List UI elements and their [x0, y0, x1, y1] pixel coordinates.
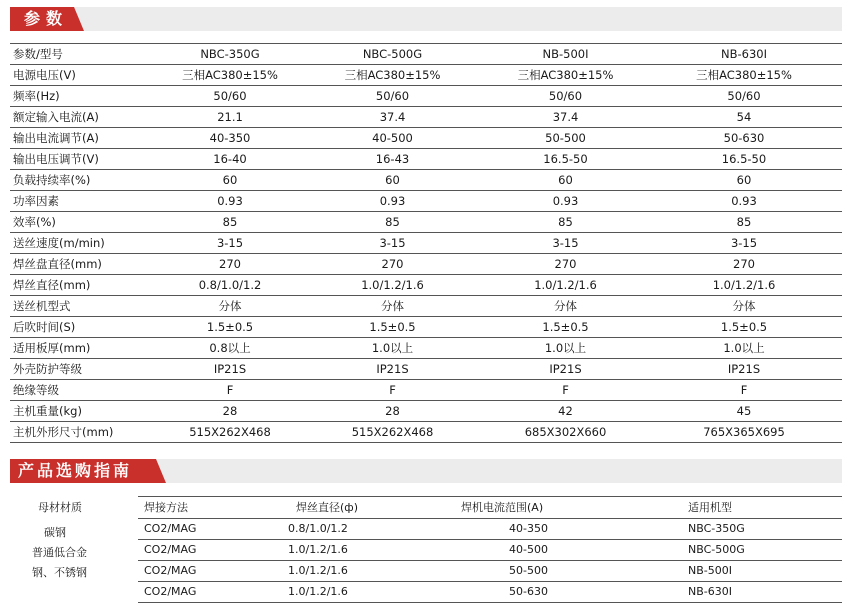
model-cell: NBC-350G: [656, 519, 842, 540]
param-value: 42: [485, 401, 646, 422]
param-value: 1.5±0.5: [646, 317, 842, 338]
params-row: [10, 401, 842, 422]
model-cell: NB-630I: [656, 582, 842, 603]
tag-corner: [74, 7, 84, 31]
params-row: [10, 359, 842, 380]
param-value: 分体: [160, 296, 300, 317]
param-value: 0.93: [646, 191, 842, 212]
params-row: [10, 338, 842, 359]
param-value: 16-43: [300, 149, 485, 170]
param-value: IP21S: [300, 359, 485, 380]
current-cell: 50-500: [459, 561, 656, 582]
param-value: 54: [646, 107, 842, 128]
wire-cell: 0.8/1.0/1.2: [286, 519, 459, 540]
model-cell: NB-500I: [656, 561, 842, 582]
param-value: 16-40: [160, 149, 300, 170]
param-value: 0.8以上: [160, 338, 300, 359]
param-label: 外壳防护等级: [10, 359, 160, 380]
param-value: 40-350: [160, 128, 300, 149]
param-label: 送丝机型式: [10, 296, 160, 317]
params-row: [10, 86, 842, 107]
method-cell: CO2/MAG: [138, 540, 286, 561]
material-line: 钢、不锈钢: [32, 565, 87, 579]
param-value: 515X262X468: [300, 422, 485, 443]
model-header-cell: NB-630I: [646, 44, 842, 65]
model-header-cell: NBC-500G: [300, 44, 485, 65]
param-value: 85: [300, 212, 485, 233]
param-value: 1.5±0.5: [300, 317, 485, 338]
guide-section-header: [10, 459, 842, 483]
params-header-row: [10, 44, 842, 65]
model-header-cell: NB-500I: [485, 44, 646, 65]
param-value: 3-15: [485, 233, 646, 254]
param-value: IP21S: [485, 359, 646, 380]
params-title-tag: [10, 7, 74, 31]
param-value: 40-500: [300, 128, 485, 149]
param-value: 50-630: [646, 128, 842, 149]
current-cell: 40-500: [459, 540, 656, 561]
guide-title-tag: [10, 459, 156, 483]
param-value: 50-500: [485, 128, 646, 149]
material-cell: [10, 519, 138, 603]
param-value: 1.0/1.2/1.6: [300, 275, 485, 296]
param-value: 3-15: [160, 233, 300, 254]
param-label: 效率(%): [10, 212, 160, 233]
param-value: 1.0以上: [485, 338, 646, 359]
param-value: 45: [646, 401, 842, 422]
param-value: 0.93: [485, 191, 646, 212]
param-value: 1.0以上: [646, 338, 842, 359]
param-value: F: [300, 380, 485, 401]
param-value: 分体: [646, 296, 842, 317]
param-value: 3-15: [646, 233, 842, 254]
param-value: 0.8/1.0/1.2: [160, 275, 300, 296]
param-label: 负载持续率(%): [10, 170, 160, 191]
method-cell: CO2/MAG: [138, 519, 286, 540]
param-label: 绝缘等级: [10, 380, 160, 401]
param-value: 60: [300, 170, 485, 191]
param-value: 37.4: [485, 107, 646, 128]
params-table: [10, 43, 842, 443]
tag-corner: [156, 459, 166, 483]
param-value: 1.5±0.5: [160, 317, 300, 338]
param-value: IP21S: [646, 359, 842, 380]
material-line: 普通低合金: [32, 545, 87, 559]
param-value: 三相AC380±15%: [485, 65, 646, 86]
param-label: 电源电压(V): [10, 65, 160, 86]
param-value: 60: [646, 170, 842, 191]
params-row: [10, 422, 842, 443]
wire-cell: 1.0/1.2/1.6: [286, 561, 459, 582]
header-current-range: 焊机电流范围(A): [459, 497, 656, 519]
param-value: 1.0/1.2/1.6: [485, 275, 646, 296]
param-value: 21.1: [160, 107, 300, 128]
params-row: [10, 254, 842, 275]
param-value: 1.0/1.2/1.6: [646, 275, 842, 296]
param-value: 270: [300, 254, 485, 275]
guide-title: 产品选购指南: [18, 461, 133, 480]
param-value: 37.4: [300, 107, 485, 128]
param-value: 28: [160, 401, 300, 422]
param-value: 50/60: [300, 86, 485, 107]
param-value: F: [646, 380, 842, 401]
param-value: 85: [485, 212, 646, 233]
param-value: IP21S: [160, 359, 300, 380]
params-row: [10, 380, 842, 401]
param-value: F: [160, 380, 300, 401]
current-cell: 50-630: [459, 582, 656, 603]
param-value: 60: [485, 170, 646, 191]
param-value: 765X365X695: [646, 422, 842, 443]
material-line: 碳钢: [44, 525, 66, 539]
param-value: 3-15: [300, 233, 485, 254]
param-value: 16.5-50: [646, 149, 842, 170]
params-row: [10, 233, 842, 254]
selection-guide-table: [10, 496, 842, 603]
header-material: 母材材质: [38, 501, 82, 514]
params-row: [10, 107, 842, 128]
param-value: 三相AC380±15%: [646, 65, 842, 86]
param-label: 焊丝盘直径(mm): [10, 254, 160, 275]
param-value: 1.5±0.5: [485, 317, 646, 338]
param-value: 三相AC380±15%: [300, 65, 485, 86]
params-row: [10, 296, 842, 317]
params-section-header: [10, 7, 842, 31]
params-row: [10, 149, 842, 170]
method-cell: CO2/MAG: [138, 561, 286, 582]
params-row: [10, 170, 842, 191]
param-label: 适用板厚(mm): [10, 338, 160, 359]
param-value: 0.93: [300, 191, 485, 212]
param-value: 16.5-50: [485, 149, 646, 170]
param-value: 85: [160, 212, 300, 233]
header-method: 焊接方法: [138, 497, 286, 519]
param-label: 输出电流调节(A): [10, 128, 160, 149]
params-row: [10, 212, 842, 233]
header-wire-diameter: 焊丝直径(ф): [286, 497, 459, 519]
current-cell: 40-350: [459, 519, 656, 540]
param-value: 270: [160, 254, 300, 275]
model-cell: NBC-500G: [656, 540, 842, 561]
param-value: 分体: [485, 296, 646, 317]
wire-cell: 1.0/1.2/1.6: [286, 582, 459, 603]
params-table-body: [10, 44, 842, 443]
param-label: 主机重量(kg): [10, 401, 160, 422]
params-row: [10, 275, 842, 296]
params-row: [10, 317, 842, 338]
param-value: 50/60: [485, 86, 646, 107]
method-cell: CO2/MAG: [138, 582, 286, 603]
param-label: 功率因素: [10, 191, 160, 212]
params-corner-label: 参数/型号: [10, 44, 160, 65]
param-label: 后吹时间(S): [10, 317, 160, 338]
param-value: 50/60: [646, 86, 842, 107]
param-value: 270: [646, 254, 842, 275]
param-value: 515X262X468: [160, 422, 300, 443]
param-value: 分体: [300, 296, 485, 317]
param-label: 频率(Hz): [10, 86, 160, 107]
params-row: [10, 128, 842, 149]
param-value: 三相AC380±15%: [160, 65, 300, 86]
param-value: 60: [160, 170, 300, 191]
header-model: 适用机型: [656, 497, 842, 519]
params-row: [10, 191, 842, 212]
param-value: 50/60: [160, 86, 300, 107]
guide-row: [10, 519, 842, 540]
param-label: 送丝速度(m/min): [10, 233, 160, 254]
param-label: 主机外形尺寸(mm): [10, 422, 160, 443]
param-label: 额定输入电流(A): [10, 107, 160, 128]
guide-header-row: [10, 497, 842, 519]
param-value: 28: [300, 401, 485, 422]
param-label: 焊丝直径(mm): [10, 275, 160, 296]
param-value: 685X302X660: [485, 422, 646, 443]
param-value: 270: [485, 254, 646, 275]
params-title: 参数: [24, 9, 69, 28]
wire-cell: 1.0/1.2/1.6: [286, 540, 459, 561]
param-value: 85: [646, 212, 842, 233]
model-header-cell: NBC-350G: [160, 44, 300, 65]
param-value: 0.93: [160, 191, 300, 212]
param-label: 输出电压调节(V): [10, 149, 160, 170]
params-row: [10, 65, 842, 86]
param-value: F: [485, 380, 646, 401]
param-value: 1.0以上: [300, 338, 485, 359]
